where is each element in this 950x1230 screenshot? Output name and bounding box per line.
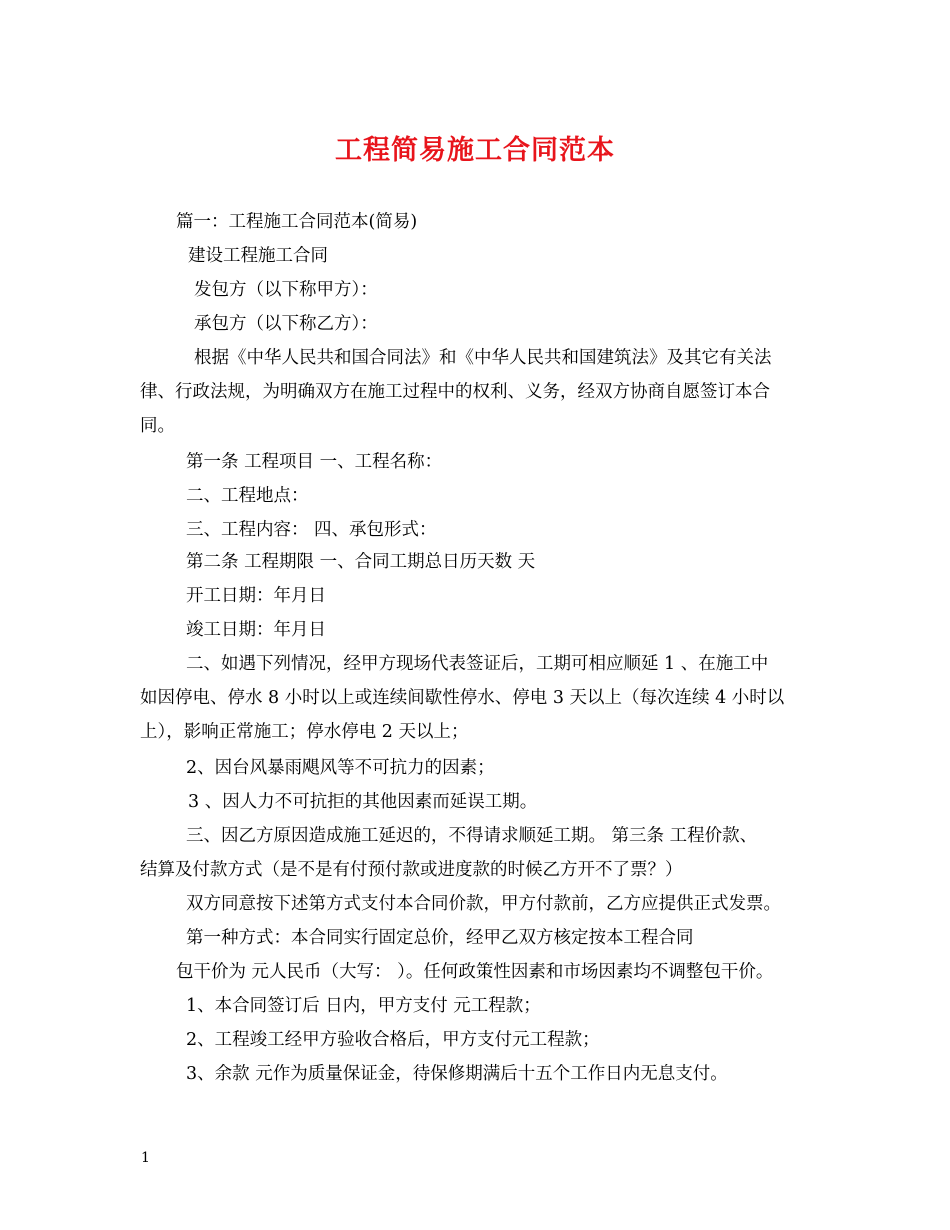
text-line: 2、因台风暴雨飓风等不可抗力的因素； bbox=[186, 758, 495, 778]
text-line: 第一种方式：本合同实行固定总价，经甲乙双方核定按本工程合同 bbox=[186, 928, 694, 948]
text-line: 包干价为 元人民币（大写： ）。任何政策性因素和市场因素均不调整包干价。 bbox=[176, 962, 774, 982]
text-line: 发包方（以下称甲方）： bbox=[194, 280, 378, 300]
text-line: 三、因乙方原因造成施工延迟的，不得请求顺延工期。 第三条 工程价款、 bbox=[186, 826, 758, 846]
text-line: 同。 bbox=[140, 416, 175, 436]
text-line: 二、工程地点： bbox=[186, 486, 309, 506]
text-line: 第一条 工程项目 一、工程名称： bbox=[186, 452, 443, 472]
text-line: 3、余款 元作为质量保证金，待保修期满后十五个工作日内无息支付。 bbox=[186, 1064, 728, 1084]
text-line: 1、本合同签订后 日内，甲方支付 元工程款； bbox=[186, 996, 541, 1016]
text-line: 上），影响正常施工；停水停电 2 天以上； bbox=[140, 722, 469, 742]
text-line: 如因停电、停水 8 小时以上或连续间歇性停水、停电 3 天以上（每次连续 4 小时以 bbox=[140, 688, 785, 708]
text-line: 三、工程内容： 四、承包形式： bbox=[186, 520, 437, 540]
text-line: 双方同意按下述第方式支付本合同价款，甲方付款前，乙方应提供正式发票。 bbox=[186, 894, 781, 914]
text-line: 3 、因人力不可抗拒的其他因素而延误工期。 bbox=[188, 792, 538, 812]
text-line: 二、如遇下列情况，经甲方现场代表签证后，工期可相应顺延 1 、在施工中 bbox=[186, 654, 769, 674]
text-line: 2、工程竣工经甲方验收合格后，甲方支付元工程款； bbox=[186, 1030, 600, 1050]
text-line: 篇一：工程施工合同范本(简易) bbox=[176, 212, 418, 232]
text-line: 竣工日期：年月日 bbox=[186, 620, 326, 640]
page-number: 1 bbox=[141, 1150, 150, 1166]
text-line: 结算及付款方式（是不是有付预付款或进度款的时候乙方开不了票？） bbox=[140, 860, 683, 880]
text-line: 建设工程施工合同 bbox=[188, 246, 328, 266]
text-line: 开工日期：年月日 bbox=[186, 586, 326, 606]
text-line: 第二条 工程期限 一、合同工期总日历天数 天 bbox=[186, 552, 536, 572]
document-title: 工程简易施工合同范本 bbox=[335, 135, 615, 166]
text-line: 承包方（以下称乙方）： bbox=[194, 314, 378, 334]
text-line: 根据《中华人民共和国合同法》和《中华人民共和国建筑法》及其它有关法 bbox=[194, 348, 772, 368]
text-line: 律、行政法规，为明确双方在施工过程中的权利、义务，经双方协商自愿签订本合 bbox=[140, 382, 770, 402]
